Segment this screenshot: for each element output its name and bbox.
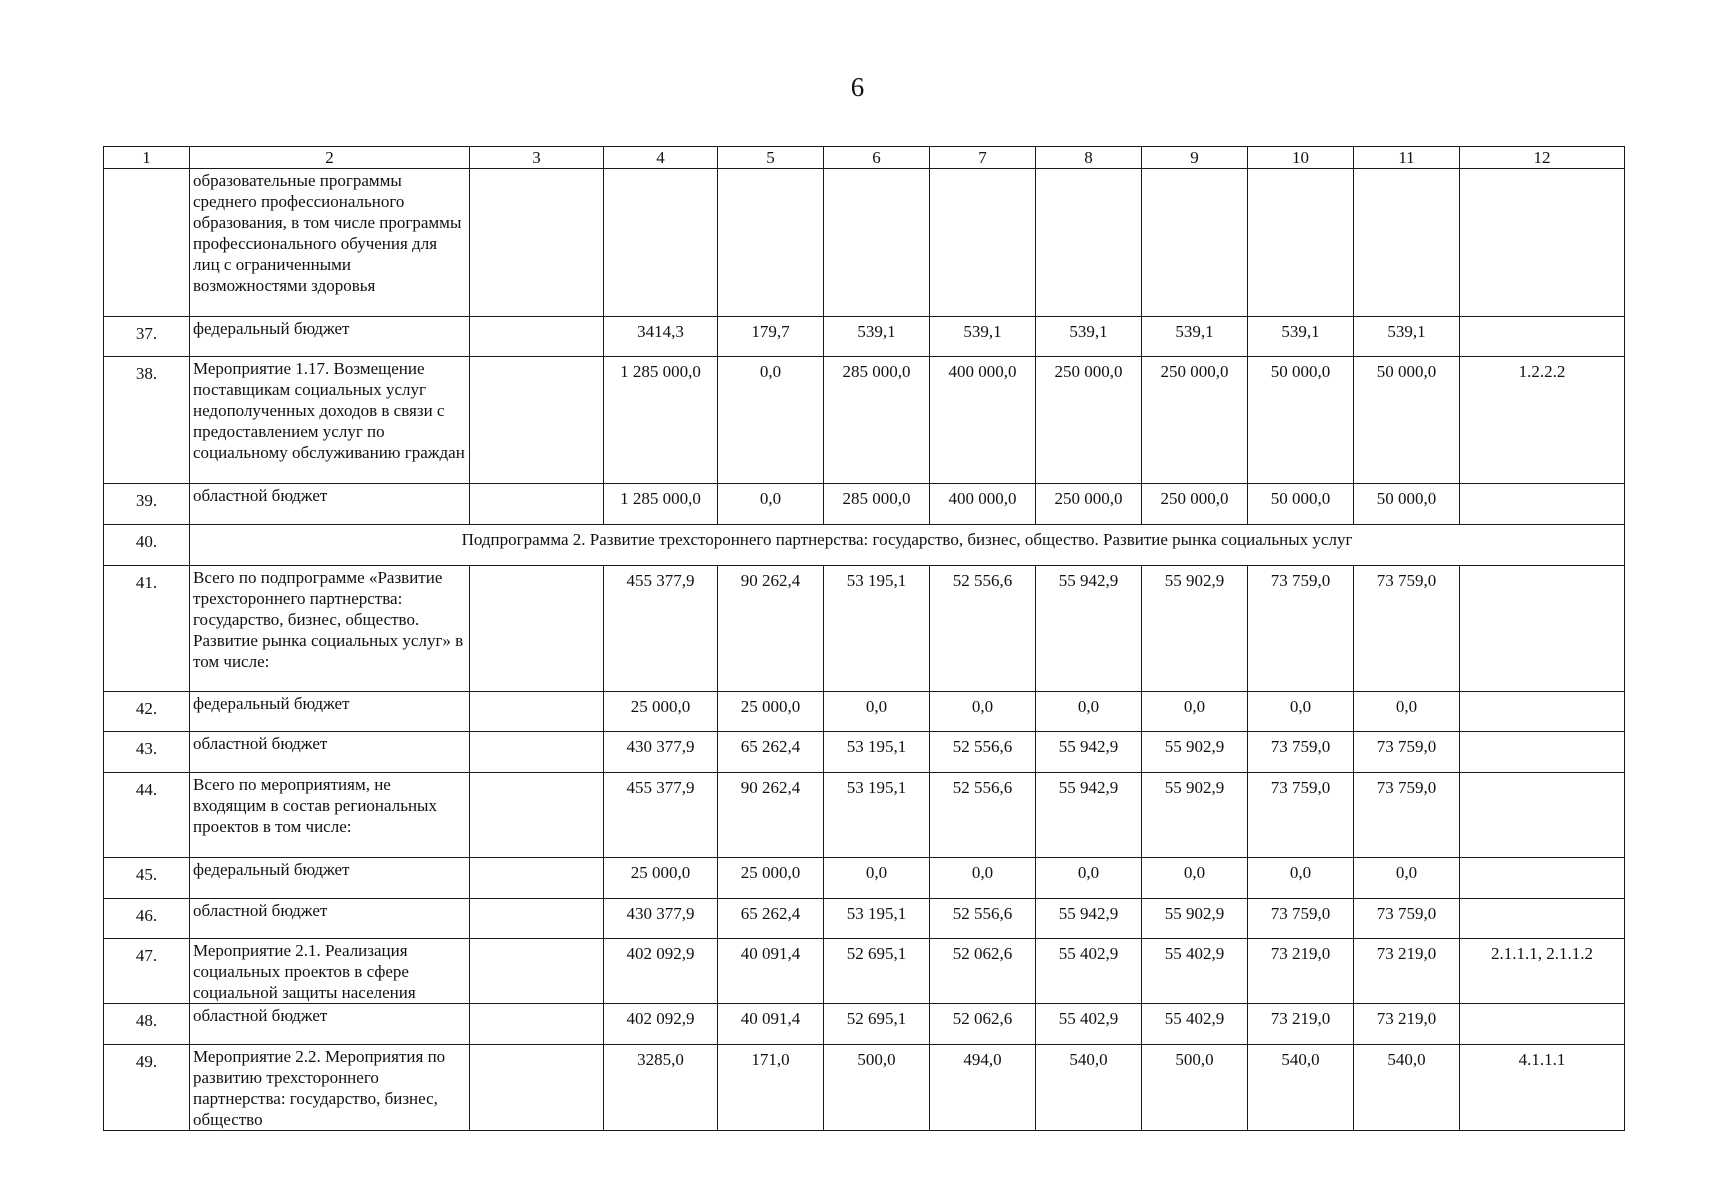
amount-cell: 430 377,9	[604, 899, 718, 939]
table-row	[104, 858, 1625, 899]
column-3-cell	[470, 899, 604, 939]
amount-cell: 52 062,6	[930, 1004, 1036, 1045]
row-number-cell: 40.	[104, 525, 190, 566]
row-number-cell: 49.	[104, 1045, 190, 1131]
amount-cell: 1 285 000,0	[604, 357, 718, 484]
column-3-cell	[470, 484, 604, 525]
amount-cell: 0,0	[824, 858, 930, 899]
amount-cell	[1142, 169, 1248, 317]
amount-cell	[1354, 169, 1460, 317]
amount-cell: 55 902,9	[1142, 773, 1248, 858]
indicator-ref-cell	[1460, 692, 1625, 732]
amount-cell: 40 091,4	[718, 939, 824, 1004]
amount-cell: 285 000,0	[824, 484, 930, 525]
amount-cell: 55 942,9	[1036, 899, 1142, 939]
indicator-ref-cell	[1460, 566, 1625, 692]
amount-cell: 0,0	[824, 692, 930, 732]
amount-cell: 40 091,4	[718, 1004, 824, 1045]
item-name-cell: федеральный бюджет	[190, 858, 470, 899]
amount-cell: 73 759,0	[1248, 899, 1354, 939]
column-3-cell	[470, 317, 604, 357]
column-number-header-row	[104, 147, 1625, 169]
item-name-cell: Всего по подпрограмме «Развитие трехстороннего партнерства: государство, бизнес, общество. Развитие рынка социальных услуг» в том числе:	[190, 566, 470, 692]
row-number-cell: 48.	[104, 1004, 190, 1045]
amount-cell: 539,1	[1248, 317, 1354, 357]
column-number-header: 7	[930, 147, 1036, 169]
indicator-ref-cell	[1460, 1004, 1625, 1045]
amount-cell: 0,0	[1036, 692, 1142, 732]
amount-cell: 52 695,1	[824, 939, 930, 1004]
amount-cell: 430 377,9	[604, 732, 718, 773]
amount-cell: 25 000,0	[604, 692, 718, 732]
amount-cell: 53 195,1	[824, 899, 930, 939]
amount-cell: 73 759,0	[1354, 566, 1460, 692]
table-row	[104, 1045, 1625, 1131]
amount-cell: 90 262,4	[718, 773, 824, 858]
indicator-ref-cell	[1460, 317, 1625, 357]
item-name-cell: областной бюджет	[190, 732, 470, 773]
amount-cell: 400 000,0	[930, 484, 1036, 525]
amount-cell: 0,0	[930, 692, 1036, 732]
item-name-cell: областной бюджет	[190, 484, 470, 525]
row-number-cell: 46.	[104, 899, 190, 939]
indicator-ref-cell: 2.1.1.1, 2.1.1.2	[1460, 939, 1625, 1004]
amount-cell: 250 000,0	[1142, 357, 1248, 484]
table-row	[104, 1004, 1625, 1045]
amount-cell: 402 092,9	[604, 1004, 718, 1045]
amount-cell: 52 695,1	[824, 1004, 930, 1045]
item-name-cell: областной бюджет	[190, 899, 470, 939]
amount-cell: 73 759,0	[1248, 566, 1354, 692]
amount-cell	[1036, 169, 1142, 317]
amount-cell: 73 219,0	[1354, 939, 1460, 1004]
indicator-ref-cell	[1460, 858, 1625, 899]
item-name-cell: областной бюджет	[190, 1004, 470, 1045]
amount-cell: 494,0	[930, 1045, 1036, 1131]
amount-cell: 539,1	[930, 317, 1036, 357]
page-number: 6	[850, 72, 865, 102]
table-row	[104, 566, 1625, 692]
table-row	[104, 899, 1625, 939]
amount-cell	[1248, 169, 1354, 317]
row-number-cell	[104, 169, 190, 317]
amount-cell: 55 942,9	[1036, 732, 1142, 773]
amount-cell: 179,7	[718, 317, 824, 357]
amount-cell: 285 000,0	[824, 357, 930, 484]
amount-cell: 55 902,9	[1142, 732, 1248, 773]
amount-cell: 25 000,0	[604, 858, 718, 899]
column-3-cell	[470, 773, 604, 858]
amount-cell: 55 942,9	[1036, 773, 1142, 858]
amount-cell: 0,0	[718, 357, 824, 484]
amount-cell: 65 262,4	[718, 899, 824, 939]
column-number-header: 5	[718, 147, 824, 169]
amount-cell: 540,0	[1036, 1045, 1142, 1131]
amount-cell: 0,0	[1142, 858, 1248, 899]
column-number-header: 6	[824, 147, 930, 169]
table-row	[104, 525, 1625, 566]
amount-cell	[604, 169, 718, 317]
amount-cell: 55 402,9	[1036, 1004, 1142, 1045]
item-name-cell: федеральный бюджет	[190, 317, 470, 357]
amount-cell: 52 556,6	[930, 773, 1036, 858]
amount-cell: 455 377,9	[604, 773, 718, 858]
column-3-cell	[470, 939, 604, 1004]
amount-cell: 3285,0	[604, 1045, 718, 1131]
amount-cell: 73 219,0	[1248, 1004, 1354, 1045]
amount-cell: 55 902,9	[1142, 899, 1248, 939]
amount-cell: 171,0	[718, 1045, 824, 1131]
item-name-cell: Всего по мероприятиям, не входящим в состав региональных проектов в том числе:	[190, 773, 470, 858]
budget-table	[103, 146, 1625, 1131]
amount-cell: 90 262,4	[718, 566, 824, 692]
table-row	[104, 939, 1625, 1004]
amount-cell: 250 000,0	[1036, 484, 1142, 525]
row-number-cell: 37.	[104, 317, 190, 357]
amount-cell: 0,0	[1248, 692, 1354, 732]
table-row	[104, 169, 1625, 317]
amount-cell: 73 759,0	[1354, 899, 1460, 939]
amount-cell: 539,1	[1142, 317, 1248, 357]
column-3-cell	[470, 732, 604, 773]
column-3-cell	[470, 566, 604, 692]
indicator-ref-cell: 4.1.1.1	[1460, 1045, 1625, 1131]
amount-cell: 540,0	[1248, 1045, 1354, 1131]
amount-cell: 400 000,0	[930, 357, 1036, 484]
amount-cell: 250 000,0	[1142, 484, 1248, 525]
indicator-ref-cell	[1460, 484, 1625, 525]
amount-cell: 55 402,9	[1142, 1004, 1248, 1045]
column-3-cell	[470, 858, 604, 899]
table-body	[104, 147, 1625, 1131]
row-number-cell: 47.	[104, 939, 190, 1004]
column-number-header: 8	[1036, 147, 1142, 169]
amount-cell: 0,0	[1142, 692, 1248, 732]
column-number-header: 1	[104, 147, 190, 169]
table-row	[104, 357, 1625, 484]
amount-cell: 73 219,0	[1248, 939, 1354, 1004]
amount-cell: 50 000,0	[1248, 357, 1354, 484]
amount-cell: 0,0	[1354, 692, 1460, 732]
amount-cell: 1 285 000,0	[604, 484, 718, 525]
item-name-cell: Мероприятие 2.2. Мероприятия по развитию трехстороннего партнерства: государство, бизнес, общество	[190, 1045, 470, 1131]
row-number-cell: 41.	[104, 566, 190, 692]
column-number-header: 3	[470, 147, 604, 169]
row-number-cell: 39.	[104, 484, 190, 525]
column-3-cell	[470, 1004, 604, 1045]
amount-cell: 55 902,9	[1142, 566, 1248, 692]
amount-cell: 52 556,6	[930, 566, 1036, 692]
amount-cell	[718, 169, 824, 317]
amount-cell: 53 195,1	[824, 566, 930, 692]
amount-cell: 25 000,0	[718, 858, 824, 899]
column-number-header: 9	[1142, 147, 1248, 169]
amount-cell: 73 219,0	[1354, 1004, 1460, 1045]
amount-cell: 250 000,0	[1036, 357, 1142, 484]
indicator-ref-cell	[1460, 899, 1625, 939]
column-number-header: 2	[190, 147, 470, 169]
row-number-cell: 38.	[104, 357, 190, 484]
amount-cell: 0,0	[930, 858, 1036, 899]
amount-cell: 65 262,4	[718, 732, 824, 773]
amount-cell: 539,1	[1036, 317, 1142, 357]
amount-cell: 50 000,0	[1354, 357, 1460, 484]
indicator-ref-cell	[1460, 773, 1625, 858]
table-row	[104, 484, 1625, 525]
table-row	[104, 692, 1625, 732]
amount-cell	[824, 169, 930, 317]
amount-cell: 73 759,0	[1248, 732, 1354, 773]
amount-cell: 52 062,6	[930, 939, 1036, 1004]
amount-cell: 55 402,9	[1036, 939, 1142, 1004]
row-number-cell: 43.	[104, 732, 190, 773]
column-3-cell	[470, 357, 604, 484]
amount-cell: 500,0	[1142, 1045, 1248, 1131]
amount-cell: 53 195,1	[824, 773, 930, 858]
amount-cell: 539,1	[824, 317, 930, 357]
amount-cell: 0,0	[1354, 858, 1460, 899]
amount-cell: 50 000,0	[1248, 484, 1354, 525]
indicator-ref-cell	[1460, 169, 1625, 317]
indicator-ref-cell	[1460, 732, 1625, 773]
table-row	[104, 732, 1625, 773]
amount-cell: 73 759,0	[1248, 773, 1354, 858]
amount-cell: 0,0	[1248, 858, 1354, 899]
table-row	[104, 773, 1625, 858]
row-number-cell: 44.	[104, 773, 190, 858]
row-number-cell: 45.	[104, 858, 190, 899]
subprogram-title-cell: Подпрограмма 2. Развитие трехстороннего партнерства: государство, бизнес, общество. Развитие рынка социальных услуг	[190, 525, 1625, 566]
amount-cell: 25 000,0	[718, 692, 824, 732]
amount-cell: 539,1	[1354, 317, 1460, 357]
amount-cell: 73 759,0	[1354, 773, 1460, 858]
row-number-cell: 42.	[104, 692, 190, 732]
amount-cell: 53 195,1	[824, 732, 930, 773]
item-name-cell: образовательные программы среднего профессионального образования, в том числе программы профессионального обучения для лиц с ограниченными возможностями здоровья	[190, 169, 470, 317]
amount-cell: 540,0	[1354, 1045, 1460, 1131]
amount-cell: 55 402,9	[1142, 939, 1248, 1004]
column-3-cell	[470, 692, 604, 732]
column-3-cell	[470, 1045, 604, 1131]
table-row	[104, 317, 1625, 357]
amount-cell: 3414,3	[604, 317, 718, 357]
column-3-cell	[470, 169, 604, 317]
item-name-cell: Мероприятие 2.1. Реализация социальных проектов в сфере социальной защиты населения	[190, 939, 470, 1004]
amount-cell: 455 377,9	[604, 566, 718, 692]
amount-cell: 0,0	[1036, 858, 1142, 899]
amount-cell: 52 556,6	[930, 899, 1036, 939]
amount-cell: 73 759,0	[1354, 732, 1460, 773]
amount-cell: 55 942,9	[1036, 566, 1142, 692]
amount-cell: 500,0	[824, 1045, 930, 1131]
indicator-ref-cell: 1.2.2.2	[1460, 357, 1625, 484]
column-number-header: 4	[604, 147, 718, 169]
column-number-header: 12	[1460, 147, 1625, 169]
amount-cell: 52 556,6	[930, 732, 1036, 773]
amount-cell: 0,0	[718, 484, 824, 525]
amount-cell: 50 000,0	[1354, 484, 1460, 525]
amount-cell	[930, 169, 1036, 317]
column-number-header: 11	[1354, 147, 1460, 169]
item-name-cell: федеральный бюджет	[190, 692, 470, 732]
amount-cell: 402 092,9	[604, 939, 718, 1004]
column-number-header: 10	[1248, 147, 1354, 169]
item-name-cell: Мероприятие 1.17. Возмещение поставщикам социальных услуг недополученных доходов в связи с предоставлением услуг по социальному обслуживанию граждан	[190, 357, 470, 484]
